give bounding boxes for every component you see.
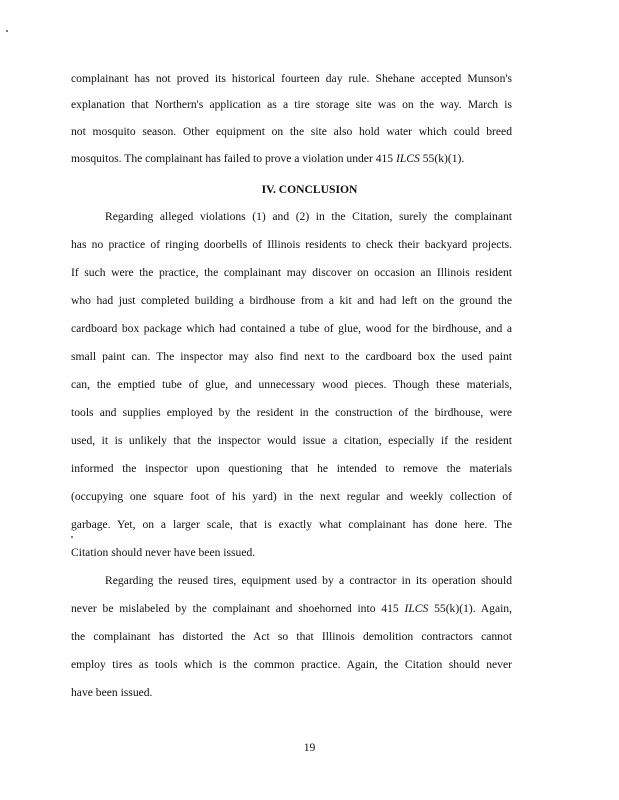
scan-speck [71,536,73,538]
para3-line-5: have been issued. [71,686,153,699]
para3-line-1: Regarding the reused tires, equipment used by a contractor in its operation should [105,574,512,587]
section-heading: IV. CONCLUSION [261,183,358,196]
para2-line-12: garbage. Yet, on a larger scale, that is exactly what complainant has done here. The [71,518,512,531]
para2-line-9: used, it is unlikely that the inspector would issue a citation, especially if the resident [71,434,512,447]
para2-line-7: can, the emptied tube of glue, and unnecessary wood pieces. Though these materials, [71,378,512,391]
para1-line-3: not mosquito season. Other equipment on the site also hold water which could breed [71,125,512,138]
para1-line-2: explanation that Northern's application as a tire storage site was on the way. March is [71,98,512,111]
para1-line-4-end: 55(k)(1). [419,152,465,165]
para3-line-4: employ tires as tools which is the common practice. Again, the Citation should never [71,658,512,671]
ilcs-citation: ILCS [396,152,420,165]
para2-line-11: (occupying one square foot of his yard) in the next regular and weekly collection of [71,490,512,503]
para2-line-10: informed the inspector upon questioning that he intended to remove the materials [71,462,512,475]
para2-line-13: Citation should never have been issued. [71,546,256,559]
page-number: 19 [303,741,316,754]
para2-line-6: small paint can. The inspector may also find next to the cardboard box the used paint [71,350,512,363]
ilcs-citation: ILCS [404,602,429,615]
para2-line-2: has no practice of ringing doorbells of Illinois residents to check their backyard projects. [71,238,512,251]
para3-line-2-end: 55(k)(1). Again, [428,602,513,615]
para3-line-3: the complainant has distorted the Act so that Illinois demolition contractors cannot [71,630,512,643]
para2-line-4: who had just completed building a birdhouse from a kit and had left on the ground the [71,294,512,307]
para3-line-2-text: never be mislabeled by the complainant and shoehorned into 415 [71,602,405,615]
para2-line-5: cardboard box package which had contained a tube of glue, wood for the birdhouse, and a [71,322,512,335]
para2-line-8: tools and supplies employed by the resident in the construction of the birdhouse, were [71,406,512,419]
scan-speck [6,30,8,32]
para3-line-2 [71,602,512,616]
para1-line-4 [71,152,512,166]
para1-line-1: complainant has not proved its historical fourteen day rule. Shehane accepted Munson's [71,72,512,85]
para1-line-4-text: mosquitos. The complainant has failed to prove a violation under 415 [71,152,396,165]
para2-line-1: Regarding alleged violations (1) and (2) in the Citation, surely the complainant [105,210,512,223]
para2-line-3: If such were the practice, the complainant may discover on occasion an Illinois resident [71,266,512,279]
